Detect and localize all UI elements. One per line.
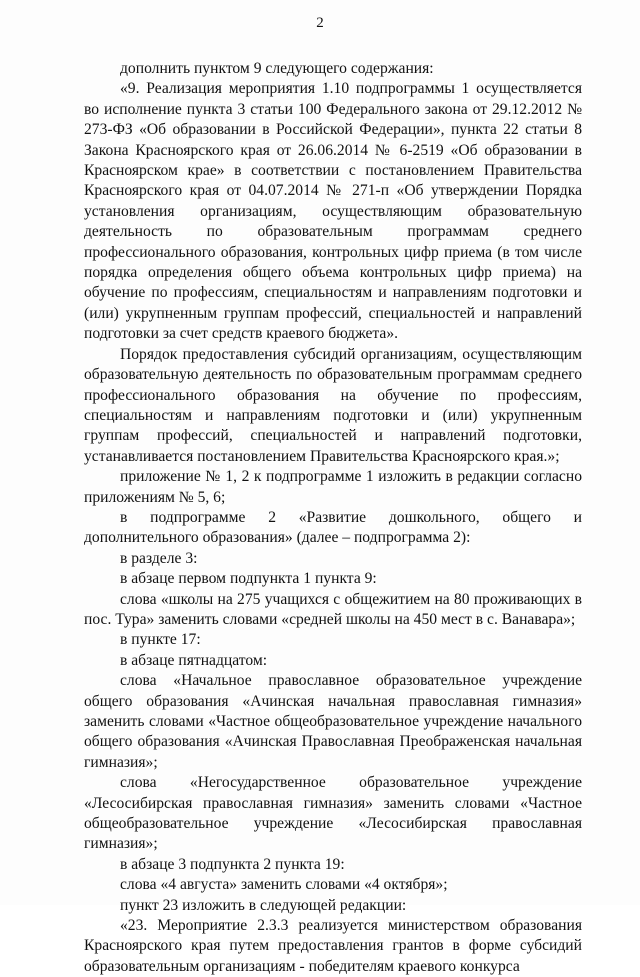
paragraph: слова «Начальное православное образовательное учреждение общего образования «Ачинская начальная православная гимназия» заменить словами «Частное общеобразовательное учреждение начального общего образования «Ачинская Православная Преображенская начальная гимназия»; <box>84 672 582 771</box>
paragraph: слова «школы на 275 учащихся с общежитием на 80 проживающих в пос. Тура» заменить словами «средней школы на 450 мест в с. Ванавара»; <box>84 590 582 628</box>
paragraph: в разделе 3: <box>120 549 198 567</box>
paragraph: в абзаце 3 подпункта 2 пункта 19: <box>120 855 345 873</box>
paragraph: «23. Мероприятие 2.3.3 реализуется министерством образования Красноярского края путем предоставления грантов в форме субсидий образовательным организациям - победителям краевого конкурса <box>84 917 582 975</box>
paragraph: слова «4 августа» заменить словами «4 октября»; <box>120 876 448 894</box>
paragraph: пункт 23 изложить в следующей редакции: <box>120 896 407 914</box>
paragraph: дополнить пунктом 9 следующего содержания: <box>120 60 434 77</box>
document-body <box>84 59 582 977</box>
paragraph: в абзаце первом подпункта 1 пункта 9: <box>120 570 377 588</box>
paragraph: Порядок предоставления субсидий организациям, осуществляющим образовательную деятельность по образовательным программам среднего профессионального образования на обучение по профессиям, специальностям и направлениям подготовки и (или) укрупненным группам профессий, специальностей и направлений подготовки, устанавливается постановлением Правительства Красноярского края.»; <box>84 345 582 465</box>
paragraph: в подпрограмме 2 «Развитие дошкольного, общего и дополнительного образования» (далее – подпрограмма 2): <box>84 508 582 547</box>
paragraph: приложение № 1, 2 к подпрограмме 1 изложить в редакции согласно приложениям № 5, 6; <box>84 468 582 506</box>
paragraph: в абзаце пятнадцатом: <box>120 651 268 669</box>
paragraph: «9. Реализация мероприятия 1.10 подпрограммы 1 осуществляется во исполнение пункта 3 статьи 100 Федерального закона от 29.12.2012 № 273-ФЗ «Об образовании в Российской Федерации», пункта 22 статьи 8 Закона Красноярского края от 26.06.2014 № 6-2519 «Об образовании в Красноярском крае» в соответствии с постановлением Правительства Красноярского края от 04.07.2014 № 271-п «Об утверждении Порядка установления организациям, осуществляющим образовательную деятельность по образовательным программам среднего профессионального образования, контрольных цифр приема (в том числе порядка определения общего объема контрольных цифр приема) на обучение по профессиям, специальностям и направлениям подготовки и (или) укрупненным группам профессий, специальностей и направлений подготовки за счет средств краевого бюджета». <box>84 80 582 343</box>
paragraph: слова «Негосударственное образовательное учреждение «Лесосибирская православная гимназия» заменить словами «Частное общеобразовательное учреждение «Лесосибирская православная гимназия»; <box>84 774 582 853</box>
page-number: 2 <box>316 15 324 31</box>
paragraph: в пункте 17: <box>120 631 201 649</box>
